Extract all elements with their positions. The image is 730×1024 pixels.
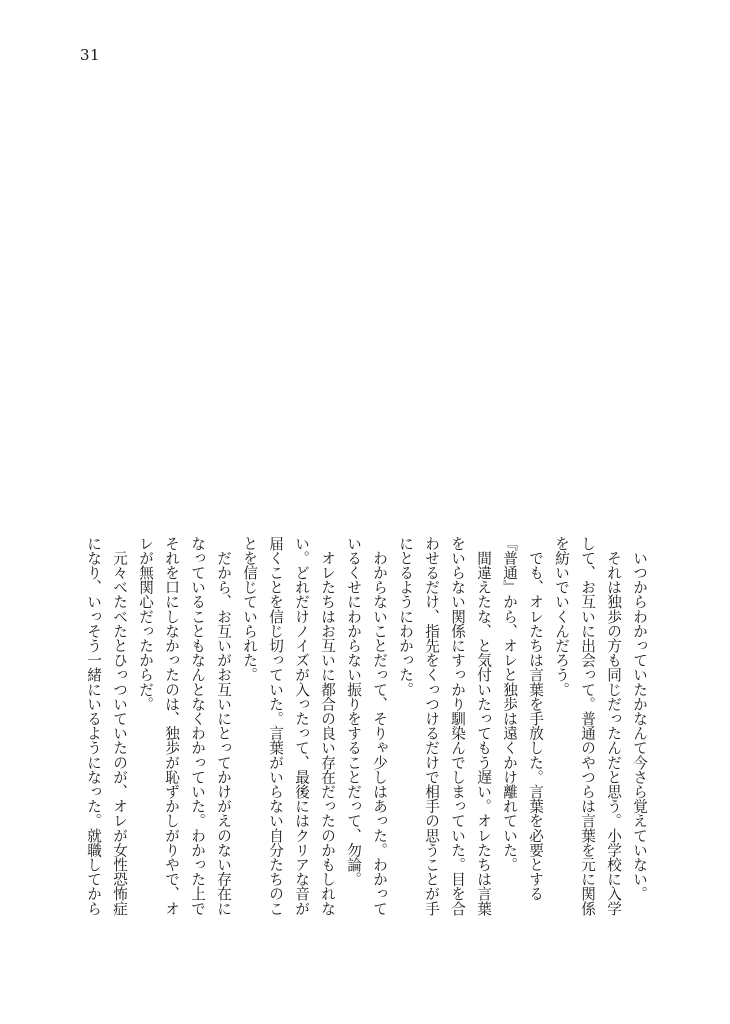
text-line: 届くことを信じ切っていた。言葉がいらない自分たちのこ (267, 536, 284, 916)
text-line: にとるようにわかった。 (397, 536, 414, 697)
text-line: 『普通』から、オレと独歩は遠くかけ離れていた。 (501, 536, 518, 872)
text-line: わからないことだって、そりゃ少しはあった。わかって (371, 536, 388, 916)
text-line: いるくせにわからない振りをすることだって、勿論。 (345, 536, 362, 887)
text-line: いつからわかっていたかなんて今さら覚えていない。 (631, 536, 648, 901)
text-line: だから、お互いがお互いにとってかけがえのない存在に (215, 536, 232, 916)
text-line: それは独歩の方も同じだったんだと思う。小学校に入学 (605, 536, 622, 916)
text-line: オレたちはお互いに都合の良い存在だったのかもしれな (319, 536, 336, 916)
text-line: とを信じていられた。 (241, 536, 258, 682)
text-line: なっていることもなんとなくわかっていた。わかった上で (189, 536, 206, 916)
text-line: レが無関心だったからだ。 (137, 536, 154, 712)
text-line: それを口にしなかったのは、独歩が恥ずかしがりやで、オ (163, 536, 180, 916)
text-line: をいらない関係にすっかり馴染んでしまっていた。目を合 (449, 536, 466, 916)
text-line: 元々べたべたとひっついていたのが、オレが女性恐怖症 (111, 536, 128, 916)
vertical-text-body (80, 536, 652, 946)
text-line: になり、いっそう一緒にいるようになった。就職してから (85, 536, 102, 916)
text-line: を紡いでいくんだろう。 (553, 536, 570, 697)
page-number: 31 (80, 46, 101, 64)
text-line: わせるだけ、指先をくっつけるだけで相手の思うことが手 (423, 536, 440, 916)
text-line: して、お互いに出会って。普通のやつらは言葉を元に関係 (579, 536, 596, 916)
text-line: 間違えたな、と気付いたってもう遅い。オレたちは言葉 (475, 536, 492, 916)
text-line: でも、オレたちは言葉を手放した。言葉を必要とする (527, 536, 544, 901)
text-line: い。どれだけノイズが入ったって、最後にはクリアな音が (293, 536, 310, 916)
